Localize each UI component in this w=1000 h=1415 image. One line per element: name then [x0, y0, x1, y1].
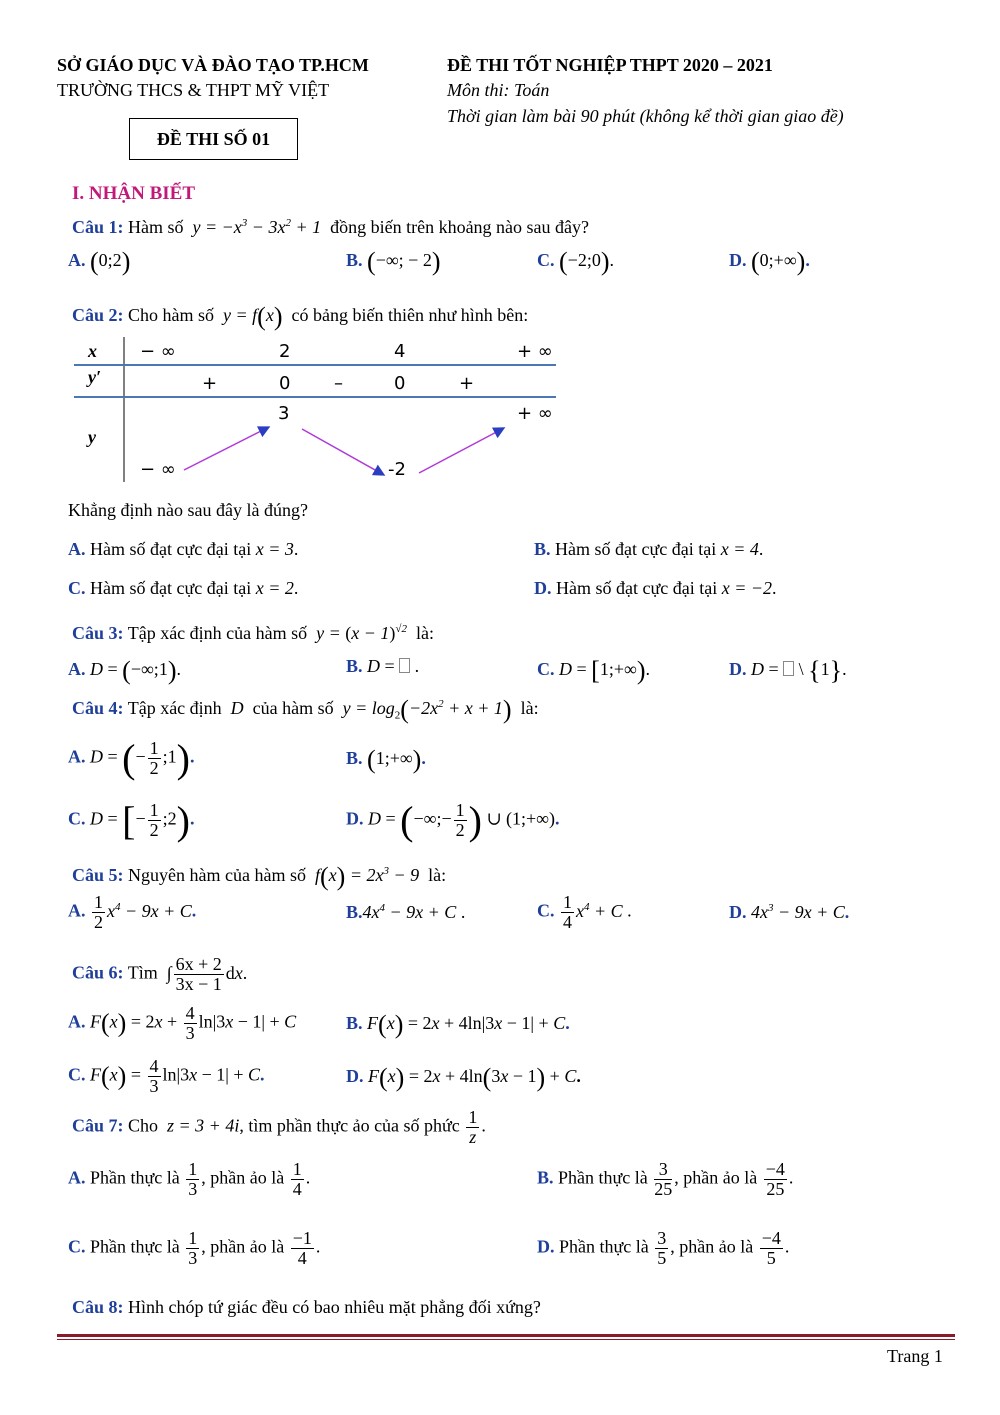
- answer-3c: C. D = [1;+∞).: [537, 656, 650, 685]
- answer-2a: A. Hàm số đạt cực đại tại x = 3.: [68, 539, 299, 559]
- answer-3b: B. D = .: [346, 656, 420, 676]
- answer-5b: $B.4x^4 - 9x + C$ .: [346, 902, 466, 922]
- question-text: Hình chóp tứ giác đều có bao nhiêu mặt phẳng đối xứng?: [128, 1297, 541, 1317]
- question-8: [72, 1297, 541, 1318]
- department-name: SỞ GIÁO DỤC VÀ ĐÀO TẠO TP.HCM: [57, 55, 369, 75]
- question-text: có bảng biến thiên như hình bên:: [291, 305, 529, 326]
- answer-2b: B. Hàm số đạt cực đại tại x = 4.: [534, 539, 764, 559]
- sign: 0: [394, 373, 406, 394]
- question-text: đồng biến trên khoảng nào sau đây?: [330, 217, 590, 237]
- y-value: 3: [278, 403, 290, 424]
- answer-1b: B. (−∞; − 2): [346, 247, 441, 276]
- y-value: − ∞: [140, 459, 176, 480]
- exam-code: ĐỀ THI SỐ 01: [156, 128, 271, 149]
- math-expression: $y = (x - 1)^{√2}$: [311, 623, 407, 643]
- row-label-y: y: [88, 427, 96, 447]
- answer-5d: D. $4x^3 - 9x + C$.: [729, 902, 850, 922]
- question-label: Câu 6:: [72, 962, 124, 983]
- page-number: Trang 1: [887, 1346, 943, 1366]
- footer-rule: [57, 1339, 955, 1340]
- sign: +: [459, 373, 475, 394]
- question-text: Tập xác định của hàm số: [127, 623, 308, 643]
- question-label: Câu 8:: [72, 1297, 124, 1317]
- answer-7d: D. Phần thực là $\frac{3}{5}$ , phần ảo là $\frac{-4}{5}$ .: [537, 1228, 790, 1268]
- arrow-up: [184, 427, 269, 470]
- answer-2d: D. Hàm số đạt cực đại tại x = −2.: [534, 578, 777, 598]
- answer-5c: C. $\frac{1}{4}$ $x^4 + C$ .: [537, 892, 632, 932]
- x-value: 2: [279, 341, 291, 362]
- arrow-down: [302, 429, 384, 475]
- y-value: -2: [388, 459, 406, 480]
- question-6: [72, 955, 247, 994]
- x-value: 4: [394, 341, 406, 362]
- answer-7c: C. Phần thực là $\frac{1}{3}$ , phần ảo là $\frac{-1}{4}$ .: [68, 1228, 321, 1268]
- answer-6d: D. F(x) = 2x + 4ln(3x − 1) + C.: [346, 1063, 581, 1092]
- question-prompt: Khẳng định nào sau đây là đúng?: [68, 500, 308, 520]
- answer-7b: B. Phần thực là $\frac{3}{25}$ , phần ảo là $\frac{-4}{25}$ .: [537, 1159, 794, 1199]
- sign: 0: [279, 373, 291, 394]
- question-3: [72, 623, 434, 644]
- question-text: Tìm: [127, 962, 158, 983]
- question-label: Câu 4:: [72, 698, 124, 719]
- sign: +: [202, 373, 218, 394]
- answer-3d: D. D = \ {1}.: [729, 656, 847, 685]
- answer-1a: A. (0;2): [68, 247, 131, 276]
- sign: –: [334, 373, 343, 394]
- subject: Môn thi: Toán: [447, 80, 550, 100]
- math-expression: $y = \log_2(-2x^2 + x + 1)$: [338, 695, 512, 724]
- answer-4c: C. D = [− $\frac{1}{2}$ ;2).: [68, 798, 195, 843]
- missing-glyph-icon: [783, 661, 794, 676]
- row-label-x: x: [88, 341, 97, 361]
- x-value: − ∞: [140, 341, 176, 362]
- duration: Thời gian làm bài 90 phút (không kể thời gian giao đề): [447, 106, 844, 126]
- question-label: Câu 3:: [72, 623, 124, 643]
- math-expression: $f(x) = 2x^3 - 9$: [310, 862, 424, 891]
- math-expression: y = f(x): [218, 302, 283, 331]
- question-text: Tập xác định: [127, 698, 222, 719]
- answer-7a: A. Phần thực là $\frac{1}{3}$ , phần ảo là $\frac{1}{4}$ .: [68, 1159, 311, 1199]
- question-7: Câu 7: Cho z = 3 + 4i, tìm phần thực ảo của số phức $\frac{1}{z}$ .: [72, 1107, 486, 1147]
- question-label: Câu 2:: [72, 305, 124, 326]
- exam-title: ĐỀ THI TỐT NGHIỆP THPT 2020 – 2021: [447, 55, 773, 75]
- footer-rule: [57, 1334, 955, 1337]
- question-label: Câu 7:: [72, 1115, 124, 1136]
- answer-5a: A. $\frac{1}{2}$ $x^4 - 9x + C$.: [68, 892, 197, 932]
- answer-6c: C. F(x) = $\frac{4}{3}$ ln|3x − 1| + C.: [68, 1056, 265, 1096]
- answer-1d: D. (0;+∞).: [729, 247, 810, 276]
- answer-6b: B. F(x) = 2x + 4ln|3x − 1| + C.: [346, 1010, 570, 1039]
- x-value: + ∞: [517, 341, 553, 362]
- answer-4a: A. D = (− $\frac{1}{2}$ ;1).: [68, 736, 195, 781]
- question-text: Cho hàm số: [128, 305, 215, 326]
- question-text: , tìm phần thực ảo của số phức: [239, 1115, 460, 1136]
- section-title: I. NHẬN BIẾT: [72, 183, 195, 204]
- question-text: của hàm số: [252, 698, 334, 719]
- question-text: Cho: [128, 1115, 159, 1136]
- question-text: là:: [415, 623, 434, 643]
- school-name: TRƯỜNG THCS & THPT MỸ VIỆT: [57, 80, 330, 100]
- answer-4d: D. D = (−∞;− $\frac{1}{2}$ ) ∪ (1;+∞).: [346, 798, 560, 843]
- question-text: Hàm số: [128, 217, 184, 237]
- question-label: Câu 5:: [72, 865, 124, 886]
- answer-2c: C. Hàm số đạt cực đại tại x = 2.: [68, 578, 299, 598]
- question-text: Nguyên hàm của hàm số: [128, 865, 306, 886]
- question-5: [72, 862, 446, 892]
- y-value: + ∞: [517, 403, 553, 424]
- question-1: [72, 217, 589, 238]
- question-4: Câu 4: Tập xác định D của hàm số $y = \log_2(-2x^2 + x + 1)$ là:: [72, 695, 539, 724]
- row-label-yprime: y′: [88, 367, 102, 387]
- missing-glyph-icon: [399, 658, 410, 673]
- exam-code-box: [129, 118, 298, 160]
- question-text: là:: [428, 865, 447, 886]
- arrow-up: [419, 428, 504, 473]
- answer-3a: A. D = (−∞;1).: [68, 656, 181, 685]
- answer-6a: A. F(x) = 2x + $\frac{4}{3}$ ln|3x − 1| + C: [68, 1003, 297, 1043]
- question-2: [72, 302, 528, 332]
- answer-4b: B. (1;+∞).: [346, 745, 426, 774]
- variation-table: [74, 337, 556, 482]
- answer-1c: C. (−2;0).: [537, 247, 614, 276]
- math-expression: ∫ $\frac{6x + 2}{3x - 1}$ dx.: [162, 954, 248, 994]
- math-expression: $y = -x^3 - 3x^2 + 1$: [188, 217, 326, 237]
- question-text: là:: [520, 698, 539, 719]
- question-label: Câu 1:: [72, 217, 124, 237]
